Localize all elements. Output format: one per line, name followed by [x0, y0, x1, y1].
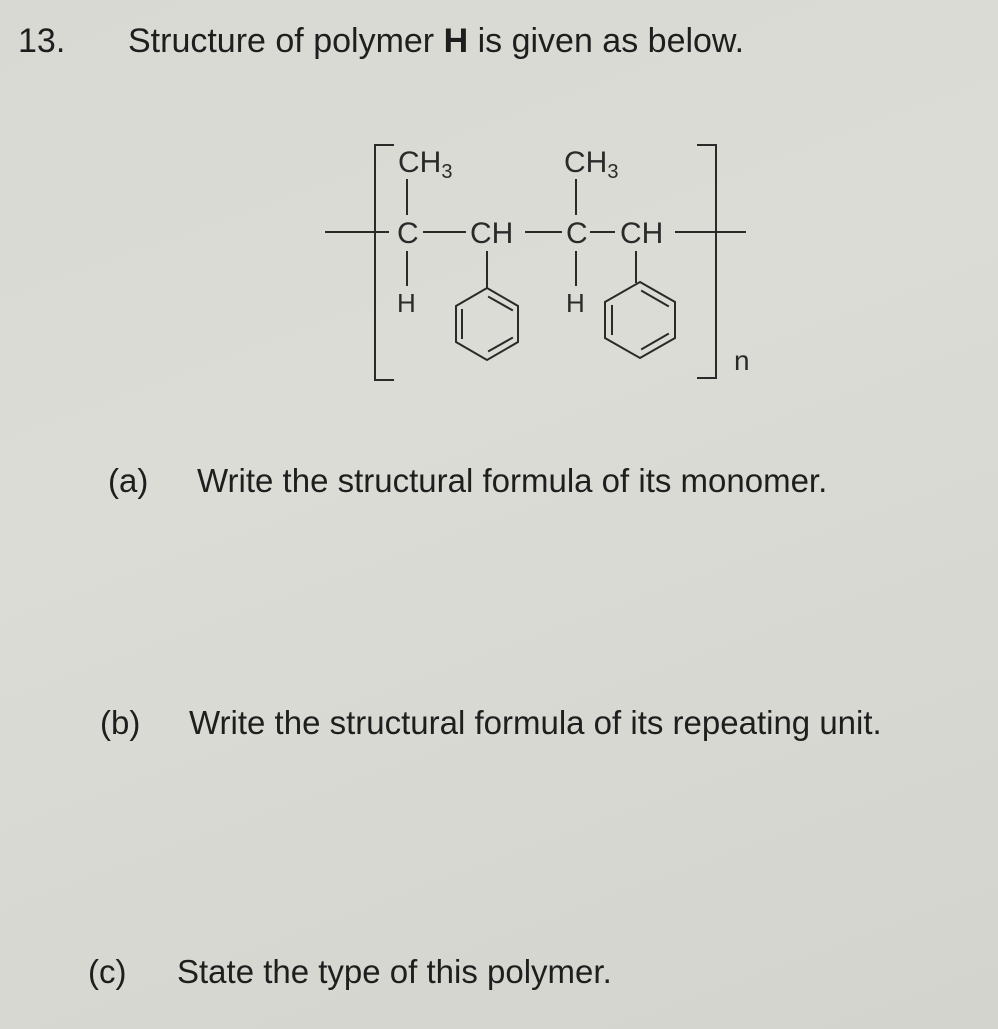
carbon-label-right: C: [566, 217, 588, 250]
benzene-ring-2-inner-b: [642, 334, 668, 349]
left-bracket: [375, 145, 393, 380]
right-bracket: [698, 145, 716, 378]
part-a-text: Write the structural formula of its monomer.: [197, 462, 828, 499]
part-b-label: (b): [100, 704, 141, 741]
ch3-left-sub: 3: [441, 161, 453, 183]
ch3-left-main: CH: [398, 146, 442, 179]
polymer-structure-diagram: [0, 0, 998, 420]
part-c-text: State the type of this polymer.: [177, 953, 612, 990]
question-number: 13.: [18, 22, 66, 60]
benzene-ring-1-inner-c: [489, 297, 512, 310]
ch3-label-left: [398, 146, 452, 183]
polymer-name: H: [443, 22, 469, 60]
part-a-label: (a): [108, 462, 149, 499]
hydrogen-label-left: H: [397, 288, 416, 318]
repeat-subscript-n: n: [734, 345, 750, 376]
part-c-label: (c): [88, 953, 127, 990]
part-b-text: Write the structural formula of its repeating unit.: [189, 704, 882, 741]
ch3-label-right: [564, 146, 618, 183]
benzene-ring-2-inner-c: [642, 291, 668, 306]
benzene-ring-1-inner-b: [489, 338, 512, 351]
ch-label-1: CH: [470, 217, 514, 250]
ch-label-2: CH: [620, 217, 664, 250]
benzene-ring-2: [605, 282, 675, 358]
stem-text-after: is given as below.: [468, 22, 745, 60]
hydrogen-label-right: H: [566, 288, 585, 318]
ch3-right-main: CH: [564, 146, 608, 179]
carbon-label-left: C: [397, 217, 419, 250]
ch3-right-sub: 3: [607, 161, 619, 183]
stem-text-before: Structure of polymer: [128, 22, 444, 60]
benzene-ring-1: [456, 288, 518, 360]
